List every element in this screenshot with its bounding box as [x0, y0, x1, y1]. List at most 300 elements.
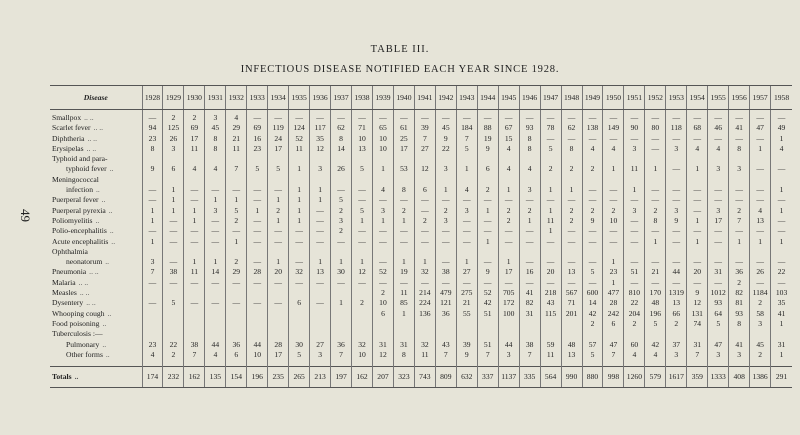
table-cell: — [750, 185, 771, 195]
table-cell: 8 [331, 134, 352, 144]
table-cell: — [247, 237, 268, 247]
table-cell: — [624, 237, 645, 247]
table-cell [561, 319, 582, 329]
table-cell [289, 309, 310, 319]
table-cell [729, 247, 750, 257]
table-cell: 2 [226, 216, 247, 226]
table-cell: 1 [310, 195, 331, 205]
table-cell: — [540, 110, 561, 124]
leader-dots: .. .. [84, 113, 94, 122]
leader-dots: .. .. [87, 133, 97, 143]
disease-name [50, 226, 142, 236]
table-cell: — [142, 195, 163, 205]
leader-dots: .. [105, 349, 110, 359]
table-cell: 27 [310, 340, 331, 350]
table-cell: 41 [729, 123, 750, 133]
year-column-header: 1942 [435, 86, 456, 110]
table-row [50, 319, 792, 329]
table-cell: 3 [205, 206, 226, 216]
table-cell [582, 154, 603, 164]
table-cell [184, 329, 205, 339]
table-cell: 3 [205, 110, 226, 124]
leader-dots: .. .. [78, 277, 89, 287]
table-cell [184, 154, 205, 164]
table-cell: 94 [142, 123, 163, 133]
table-cell: 93 [519, 123, 540, 133]
leader-dots: .. .. [86, 298, 96, 308]
table-cell: 1 [289, 164, 310, 174]
table-cell [310, 288, 331, 298]
table-cell: 10 [603, 216, 624, 226]
table-cell: 32 [289, 267, 310, 277]
table-cell: — [708, 226, 729, 236]
table-cell [771, 247, 792, 257]
table-cell [771, 329, 792, 339]
table-cell: — [687, 278, 708, 288]
table-cell [163, 288, 184, 298]
table-cell [268, 175, 289, 185]
table-cell [498, 329, 519, 339]
table-cell: 1 [310, 257, 331, 267]
table-cell: 12 [687, 298, 708, 308]
table-cell: 138 [582, 123, 603, 133]
table-cell: — [624, 226, 645, 236]
table-cell: — [708, 134, 729, 144]
table-cell [205, 175, 226, 185]
table-cell: — [456, 278, 477, 288]
table-cell: 93 [729, 309, 750, 319]
table-row [50, 195, 792, 205]
table-subtitle: INFECTIOUS DISEASE NOTIFIED EACH YEAR SINCE 1928. [240, 64, 560, 75]
table-cell [247, 329, 268, 339]
disease-label: Dysentery [52, 298, 84, 308]
table-cell: — [477, 110, 498, 124]
table-cell: 25 [393, 134, 414, 144]
table-cell: 197 [331, 367, 352, 388]
table-cell [414, 319, 435, 329]
table-cell: 48 [645, 298, 666, 308]
table-cell: 1 [771, 134, 792, 144]
table-cell: 44 [247, 340, 268, 350]
table-cell [582, 175, 603, 185]
table-cell [184, 175, 205, 185]
table-cell: — [414, 110, 435, 124]
table-cell: 23 [247, 144, 268, 154]
table-cell: 232 [163, 367, 184, 388]
year-column-header: 1936 [310, 86, 331, 110]
table-cell: — [310, 206, 331, 216]
table-cell [687, 247, 708, 257]
table-cell: — [414, 206, 435, 216]
table-cell [205, 288, 226, 298]
table-cell [624, 175, 645, 185]
table-cell: 1 [687, 164, 708, 174]
table-cell: — [582, 185, 603, 195]
table-cell: 1 [456, 257, 477, 267]
table-cell: — [750, 134, 771, 144]
table-cell [268, 329, 289, 339]
leader-dots: .. .. [86, 143, 97, 153]
table-cell: 69 [184, 123, 205, 133]
table-cell: — [435, 195, 456, 205]
table-cell: — [582, 257, 603, 267]
table-cell: 1 [226, 237, 247, 247]
table-cell [687, 175, 708, 185]
disease-name [50, 309, 142, 319]
table-cell: 45 [750, 340, 771, 350]
table-cell: 24 [268, 134, 289, 144]
table-cell: 21 [645, 267, 666, 277]
table-cell: 1 [540, 226, 561, 236]
table-cell [247, 154, 268, 164]
table-cell [142, 309, 163, 319]
table-cell [750, 247, 771, 257]
leader-dots: .. [102, 339, 107, 349]
table-cell: 4 [226, 110, 247, 124]
table-cell: — [456, 226, 477, 236]
table-cell: — [519, 110, 540, 124]
table-cell: 1 [268, 216, 289, 226]
table-row [50, 216, 792, 226]
table-cell: — [603, 185, 624, 195]
table-cell: 11 [226, 144, 247, 154]
table-cell: — [666, 226, 687, 236]
table-cell: 242 [603, 309, 624, 319]
table-cell: 5 [163, 298, 184, 308]
table-cell: 4 [645, 350, 666, 360]
table-row [50, 144, 792, 154]
table-cell: — [561, 110, 582, 124]
table-cell: 10 [352, 134, 373, 144]
table-cell [226, 329, 247, 339]
disease-name [50, 237, 142, 247]
table-cell: 2 [750, 298, 771, 308]
table-cell: — [582, 278, 603, 288]
table-cell: 47 [750, 123, 771, 133]
table-cell: 1 [372, 216, 393, 226]
table-cell: 990 [561, 367, 582, 388]
table-cell: — [289, 110, 310, 124]
table-cell [352, 288, 373, 298]
table-cell [435, 319, 456, 329]
table-cell [310, 329, 331, 339]
table-cell [331, 154, 352, 164]
table-cell: 5 [645, 319, 666, 329]
table-cell [750, 329, 771, 339]
table-cell: — [435, 278, 456, 288]
table-cell: 809 [435, 367, 456, 388]
table-cell: 2 [729, 278, 750, 288]
table-cell: — [645, 134, 666, 144]
table-cell [498, 154, 519, 164]
table-cell: 265 [289, 367, 310, 388]
table-cell: 118 [666, 123, 687, 133]
table-cell: — [498, 110, 519, 124]
table-cell [393, 154, 414, 164]
table-cell: 235 [268, 367, 289, 388]
table-cell: — [750, 164, 771, 174]
year-column-header: 1934 [268, 86, 289, 110]
table-cell [226, 309, 247, 319]
table-cell: — [247, 216, 268, 226]
table-cell [561, 175, 582, 185]
table-cell: 36 [226, 340, 247, 350]
table-cell: 39 [414, 123, 435, 133]
table-cell [226, 288, 247, 298]
table-cell: 1 [310, 185, 331, 195]
table-cell: 1 [456, 164, 477, 174]
table-cell: — [142, 185, 163, 195]
table-cell: 1617 [666, 367, 687, 388]
table-cell: 30 [331, 267, 352, 277]
table-cell [372, 175, 393, 185]
table-cell: 6 [414, 185, 435, 195]
table-cell: 337 [477, 367, 498, 388]
table-cell: 8 [205, 134, 226, 144]
table-row [50, 237, 792, 247]
leader-dots: .. [109, 226, 114, 236]
table-cell: 88 [477, 123, 498, 133]
table-cell: 7 [331, 350, 352, 360]
table-cell [205, 154, 226, 164]
table-cell: 38 [519, 340, 540, 350]
table-cell: 3 [666, 350, 687, 360]
table-cell: 51 [477, 309, 498, 319]
table-cell: 1 [771, 350, 792, 360]
table-cell: 115 [540, 309, 561, 319]
year-column-header: 1928 [142, 86, 163, 110]
table-cell [435, 175, 456, 185]
table-cell: 38 [435, 267, 456, 277]
table-row [50, 298, 792, 308]
table-cell [226, 247, 247, 257]
table-cell: 6 [289, 298, 310, 308]
table-row [50, 340, 792, 350]
table-cell: — [666, 195, 687, 205]
table-cell [729, 154, 750, 164]
table-cell [289, 319, 310, 329]
disease-name [50, 247, 142, 257]
table-cell [540, 154, 561, 164]
table-cell [142, 288, 163, 298]
table-cell: 1 [226, 195, 247, 205]
table-cell: — [624, 216, 645, 226]
table-cell: 477 [603, 288, 624, 298]
table-row [50, 278, 792, 288]
table-row [50, 350, 792, 360]
table-cell: 2 [352, 298, 373, 308]
table-cell: — [729, 185, 750, 195]
table-cell [603, 175, 624, 185]
table-cell: 3 [666, 206, 687, 216]
table-cell: 1 [289, 195, 310, 205]
table-cell [750, 154, 771, 164]
table-cell: 632 [456, 367, 477, 388]
table-cell [540, 329, 561, 339]
table-cell: — [352, 226, 373, 236]
table-cell: — [289, 237, 310, 247]
table-cell: 36 [729, 267, 750, 277]
table-cell: 1 [331, 257, 352, 267]
table-cell: — [603, 195, 624, 205]
year-column-header: 1930 [184, 86, 205, 110]
table-cell: 16 [247, 134, 268, 144]
disease-name [50, 298, 142, 308]
table-cell: — [310, 216, 331, 226]
table-cell: 3 [498, 350, 519, 360]
table-row [50, 134, 792, 144]
table-cell: 1 [247, 206, 268, 216]
table-row [50, 247, 792, 257]
table-cell [729, 175, 750, 185]
table-cell [435, 247, 456, 257]
table-cell: — [750, 278, 771, 288]
table-cell [624, 154, 645, 164]
table-cell: — [477, 278, 498, 288]
table-cell: 10 [352, 350, 373, 360]
disease-name [50, 216, 142, 226]
table-cell: 20 [268, 267, 289, 277]
table-cell [456, 247, 477, 257]
table-cell: — [352, 195, 373, 205]
table-cell: 14 [331, 144, 352, 154]
table-cell: 59 [540, 340, 561, 350]
table-cell: 5 [268, 164, 289, 174]
table-cell: 14 [205, 267, 226, 277]
table-cell: 41 [771, 309, 792, 319]
table-cell: 51 [624, 267, 645, 277]
table-cell: 31 [687, 340, 708, 350]
table-cell: — [771, 195, 792, 205]
table-cell: 7 [519, 350, 540, 360]
table-cell [331, 175, 352, 185]
table-cell: 45 [205, 123, 226, 133]
disease-label: Food poisoning [52, 318, 100, 328]
table-row [50, 206, 792, 216]
year-column-header: 1929 [163, 86, 184, 110]
table-cell: — [184, 278, 205, 288]
table-cell: 7 [477, 350, 498, 360]
table-cell: 5 [247, 164, 268, 174]
table-cell [456, 175, 477, 185]
disease-label: Polio-encephalitis [52, 226, 107, 236]
table-cell: — [372, 110, 393, 124]
table-cell: 3 [666, 144, 687, 154]
table-cell: — [666, 257, 687, 267]
table-cell: — [687, 195, 708, 205]
table-cell: 1 [645, 164, 666, 174]
disease-name [50, 288, 142, 298]
table-cell [352, 329, 373, 339]
disease-name [50, 123, 142, 133]
table-cell: 5 [708, 319, 729, 329]
table-cell [498, 247, 519, 257]
table-cell: 1260 [624, 367, 645, 388]
table-cell [666, 154, 687, 164]
disease-name [50, 144, 142, 154]
table-cell: — [435, 110, 456, 124]
table-cell: 52 [372, 267, 393, 277]
table-cell: 27 [456, 267, 477, 277]
table-cell: 117 [310, 123, 331, 133]
disease-label: neonatorum [66, 257, 103, 267]
table-cell: 4 [205, 164, 226, 174]
table-cell: 1 [603, 278, 624, 288]
table-cell: 2 [729, 206, 750, 216]
table-cell: 41 [519, 288, 540, 298]
table-cell: — [519, 278, 540, 288]
table-cell: — [477, 216, 498, 226]
disease-name [50, 367, 142, 388]
table-cell: 3 [435, 216, 456, 226]
table-cell: 6 [477, 164, 498, 174]
table-cell: 65 [372, 123, 393, 133]
year-column-header: 1945 [498, 86, 519, 110]
table-cell: — [498, 226, 519, 236]
table-cell: 3 [624, 144, 645, 154]
table-cell: 2 [226, 257, 247, 267]
table-cell [226, 175, 247, 185]
table-cell [624, 247, 645, 257]
table-cell: 42 [477, 298, 498, 308]
table-cell: — [268, 226, 289, 236]
table-cell: — [666, 134, 687, 144]
table-cell: 9 [142, 164, 163, 174]
table-row [50, 267, 792, 277]
table-cell: 2 [603, 206, 624, 216]
table-cell: 64 [708, 309, 729, 319]
table-cell: 78 [540, 123, 561, 133]
table-cell: 10 [372, 298, 393, 308]
table-cell: 124 [289, 123, 310, 133]
table-cell: 44 [498, 340, 519, 350]
table-cell [393, 247, 414, 257]
table-cell: — [582, 226, 603, 236]
page-number: 49 [18, 209, 33, 222]
table-cell [310, 175, 331, 185]
table-cell: 5 [456, 144, 477, 154]
table-cell: 135 [205, 367, 226, 388]
table-cell: 8 [561, 144, 582, 154]
table-cell: 13 [352, 144, 373, 154]
table-cell: 5 [226, 206, 247, 216]
table-cell: — [666, 237, 687, 247]
table-cell [498, 319, 519, 329]
table-cell: — [519, 237, 540, 247]
table-cell [352, 154, 373, 164]
table-cell [414, 247, 435, 257]
table-cell [708, 154, 729, 164]
year-column-header: 1956 [729, 86, 750, 110]
table-cell [624, 329, 645, 339]
table-cell: — [645, 226, 666, 236]
table-cell [456, 154, 477, 164]
table-cell: 125 [163, 123, 184, 133]
table-cell: 8 [645, 216, 666, 226]
table-cell: 218 [540, 288, 561, 298]
table-cell [519, 154, 540, 164]
table-cell [603, 247, 624, 257]
table-cell: 6 [226, 350, 247, 360]
table-cell: 2 [582, 164, 603, 174]
table-cell: 17 [708, 216, 729, 226]
table-cell: 154 [226, 367, 247, 388]
table-cell: 30 [289, 340, 310, 350]
table-cell: — [310, 226, 331, 236]
table-cell: 5 [352, 206, 373, 216]
table-cell: — [771, 226, 792, 236]
table-cell: 36 [435, 309, 456, 319]
